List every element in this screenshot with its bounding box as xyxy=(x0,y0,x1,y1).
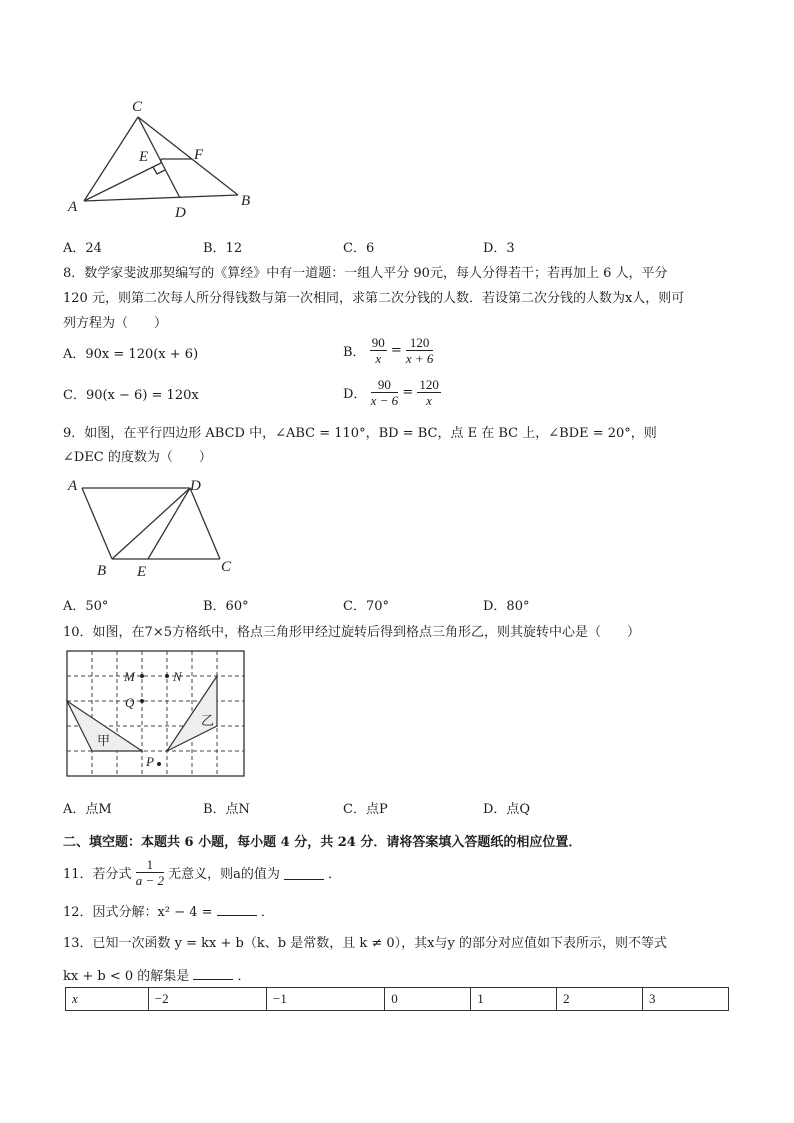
q10-label-n: N xyxy=(173,669,182,684)
q8-option-b-frac-2: $\frac{120}{x + 6}$ xyxy=(405,335,434,366)
q9-option-a: A．50° xyxy=(63,599,109,614)
q7-label-a: A xyxy=(68,199,78,215)
q8-line-1: 8．数学家斐波那契编写的《算经》中有一道题：一组人平分 90元，每人分得若干；若再加上 6 人，平分 xyxy=(63,266,668,281)
q9-label-a: A xyxy=(68,478,78,494)
q8-option-d-eq: = xyxy=(402,385,414,400)
q10-label-m: M xyxy=(124,669,135,684)
q10-option-a: A．点M xyxy=(63,802,112,817)
q8-option-a: A．90x = 120(x + 6) xyxy=(63,347,199,362)
q7-label-e: E xyxy=(139,149,149,165)
q9-option-c: C．70° xyxy=(343,599,389,614)
q10-line-1: 10．如图，在7×5方格纸中，格点三角形甲经过旋转后得到格点三角形乙，则其旋转中心是（ ） xyxy=(63,625,640,640)
q8-option-d-prefix: D． xyxy=(343,387,367,402)
q13-line-2 xyxy=(63,965,251,984)
q11-fraction: $\frac{1}{a - 2}$ xyxy=(135,857,164,888)
table-cell: 0 xyxy=(385,988,471,1011)
table-cell: 2 xyxy=(557,988,643,1011)
q10-grid-figure xyxy=(66,650,247,778)
table-cell: 3 xyxy=(643,988,729,1011)
q12-end: ． xyxy=(260,905,274,920)
q9-label-c: C xyxy=(221,559,232,575)
q11 xyxy=(63,857,341,888)
q11-prefix: 11．若分式 xyxy=(63,867,132,882)
q11-end: ． xyxy=(328,867,342,882)
q11-answer-blank[interactable] xyxy=(284,866,324,880)
q9-label-e: E xyxy=(137,564,147,580)
q9-label-b: B xyxy=(97,563,107,579)
q9-option-d: D．80° xyxy=(483,599,530,614)
q12 xyxy=(63,901,274,920)
q7-label-f: F xyxy=(194,147,204,163)
q10-option-d: D．点Q xyxy=(483,802,531,817)
table-row xyxy=(66,988,729,1011)
q8-option-d xyxy=(343,377,441,408)
q11-suffix: 无意义，则a的值为 xyxy=(168,867,280,882)
q8-option-d-frac-1: $\frac{90}{x - 6}$ xyxy=(370,377,399,408)
q8-option-b-eq: = xyxy=(390,343,402,358)
q7-triangle-figure xyxy=(60,95,270,225)
q8-line-2: 120 元，则第二次每人所分得钱数与第一次相同，求第二次分钱的人数．若设第二次分钱的人数为x人，则可 xyxy=(63,291,685,306)
q8-option-c: C．90(x − 6) = 120x xyxy=(63,388,199,403)
q12-text: 12．因式分解：x² − 4 = xyxy=(63,905,213,920)
section-2-heading: 二、填空题：本题共 6 小题，每小题 4 分，共 24 分．请将答案填入答题纸的相应位置． xyxy=(63,835,582,850)
table-cell: −1 xyxy=(267,988,385,1011)
table-cell: x xyxy=(66,988,149,1011)
q7-option-c: C．6 xyxy=(343,241,375,256)
q13-line-1: 13．已知一次函数 y = kx + b（k、b 是常数，且 k ≠ 0），其x与y 的部分对应值如下表所示，则不等式 xyxy=(63,936,667,951)
q10-label-jia: 甲 xyxy=(97,734,111,749)
q8-option-b-prefix: B． xyxy=(343,345,366,360)
q9-line-2: ∠DEC 的度数为（ ） xyxy=(63,450,212,465)
q7-label-b: B xyxy=(241,193,251,209)
q7-option-d: D．3 xyxy=(483,241,515,256)
q8-line-3: 列方程为（ ） xyxy=(63,316,168,331)
q9-parallelogram-figure xyxy=(60,470,250,585)
q9-option-b: B．60° xyxy=(203,599,249,614)
table-cell: −2 xyxy=(148,988,266,1011)
q8-option-b-frac-1: $\frac{90}{x}$ xyxy=(371,335,385,366)
q7-option-a: A．24 xyxy=(63,241,102,256)
q10-option-c: C．点P xyxy=(343,802,388,817)
q7-label-c: C xyxy=(132,99,143,115)
q13-line-2-text: kx + b < 0 的解集是 xyxy=(63,969,190,984)
q7-option-b: B．12 xyxy=(203,241,243,256)
q8-option-d-frac-2: $\frac{120}{x}$ xyxy=(419,377,439,408)
table-cell: 1 xyxy=(471,988,557,1011)
q13-end: ． xyxy=(237,969,251,984)
q10-label-q: Q xyxy=(125,695,135,710)
q8-option-b xyxy=(343,335,433,366)
q10-label-p: P xyxy=(146,754,154,769)
q9-line-1: 9．如图，在平行四边形 ABCD 中，∠ABC = 110°，BD = BC，点 E 在 BC 上，∠BDE = 20°，则 xyxy=(63,426,657,441)
q10-label-yi: 乙 xyxy=(201,714,215,729)
q13-answer-blank[interactable] xyxy=(193,966,233,980)
q12-answer-blank[interactable] xyxy=(217,902,257,916)
q9-label-d: D xyxy=(190,478,201,494)
q10-option-b: B．点N xyxy=(203,802,250,817)
q13-value-table xyxy=(65,987,729,1011)
q7-label-d: D xyxy=(175,205,186,221)
